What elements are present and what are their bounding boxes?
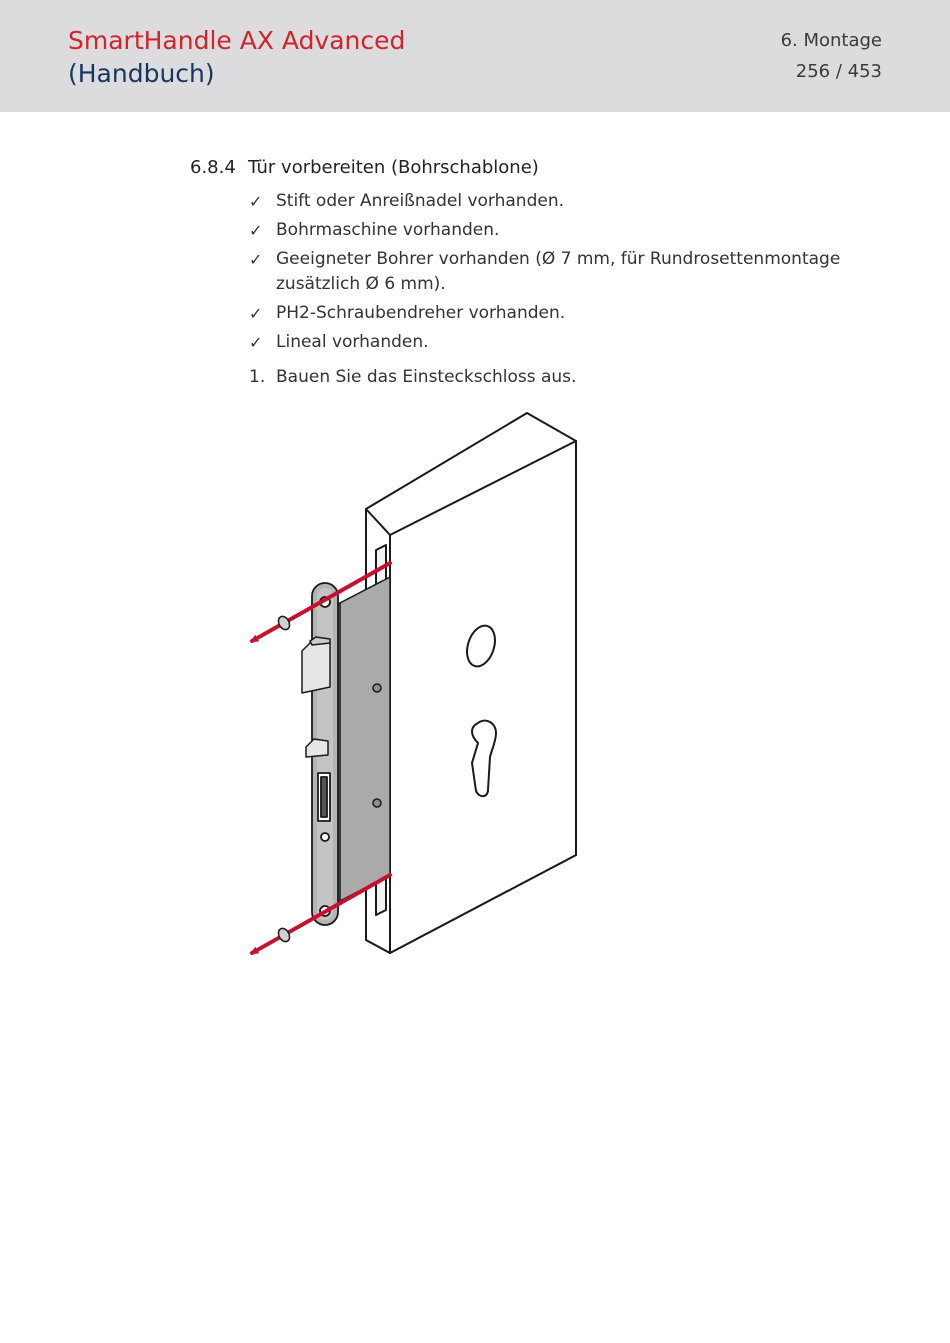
- lock-case: [336, 577, 390, 903]
- check-icon: ✓: [249, 192, 263, 211]
- page-header: [0, 0, 950, 112]
- check-icon: ✓: [249, 304, 263, 323]
- step-item: [249, 365, 849, 390]
- checklist-item-text: PH2-Schraubendreher vorhanden.: [276, 303, 566, 323]
- checklist-item: [249, 218, 849, 243]
- step-number: 1.: [249, 367, 266, 387]
- checklist-item: [249, 247, 849, 297]
- door-panel: [366, 413, 576, 953]
- checklist-item-text: Bohrmaschine vorhanden.: [276, 220, 500, 240]
- checklist-item: [249, 189, 849, 214]
- check-icon: ✓: [249, 221, 263, 240]
- section-heading: [190, 156, 539, 180]
- mortise-lock-removal-illustration: [240, 405, 600, 965]
- deadbolt: [306, 739, 328, 757]
- step-text: Bauen Sie das Einsteckschloss aus.: [276, 367, 577, 387]
- chapter-label: 6. Montage: [780, 30, 882, 51]
- page-number: 256 / 453: [795, 61, 882, 82]
- instruction-steps: [249, 365, 849, 390]
- checklist-item: [249, 330, 849, 355]
- checklist-item-text: Geeigneter Bohrer vorhanden (Ø 7 mm, für Rundrosettenmontage zusätzlich Ø 6 mm).: [276, 249, 841, 294]
- check-icon: ✓: [249, 333, 263, 352]
- checklist-item-text: Lineal vorhanden.: [276, 332, 429, 352]
- document-title: SmartHandle AX Advanced: [68, 26, 406, 55]
- document-subtitle: (Handbuch): [68, 59, 215, 88]
- section-number: 6.8.4: [190, 157, 236, 178]
- section-title: Tür vorbereiten (Bohrschablone): [248, 157, 539, 178]
- screws: [276, 614, 292, 943]
- checklist-item: [249, 301, 849, 326]
- check-icon: ✓: [249, 250, 263, 269]
- checklist-item-text: Stift oder Anreißnadel vorhanden.: [276, 191, 565, 211]
- latch-bolt: [302, 637, 330, 693]
- prerequisite-checklist: [249, 189, 849, 359]
